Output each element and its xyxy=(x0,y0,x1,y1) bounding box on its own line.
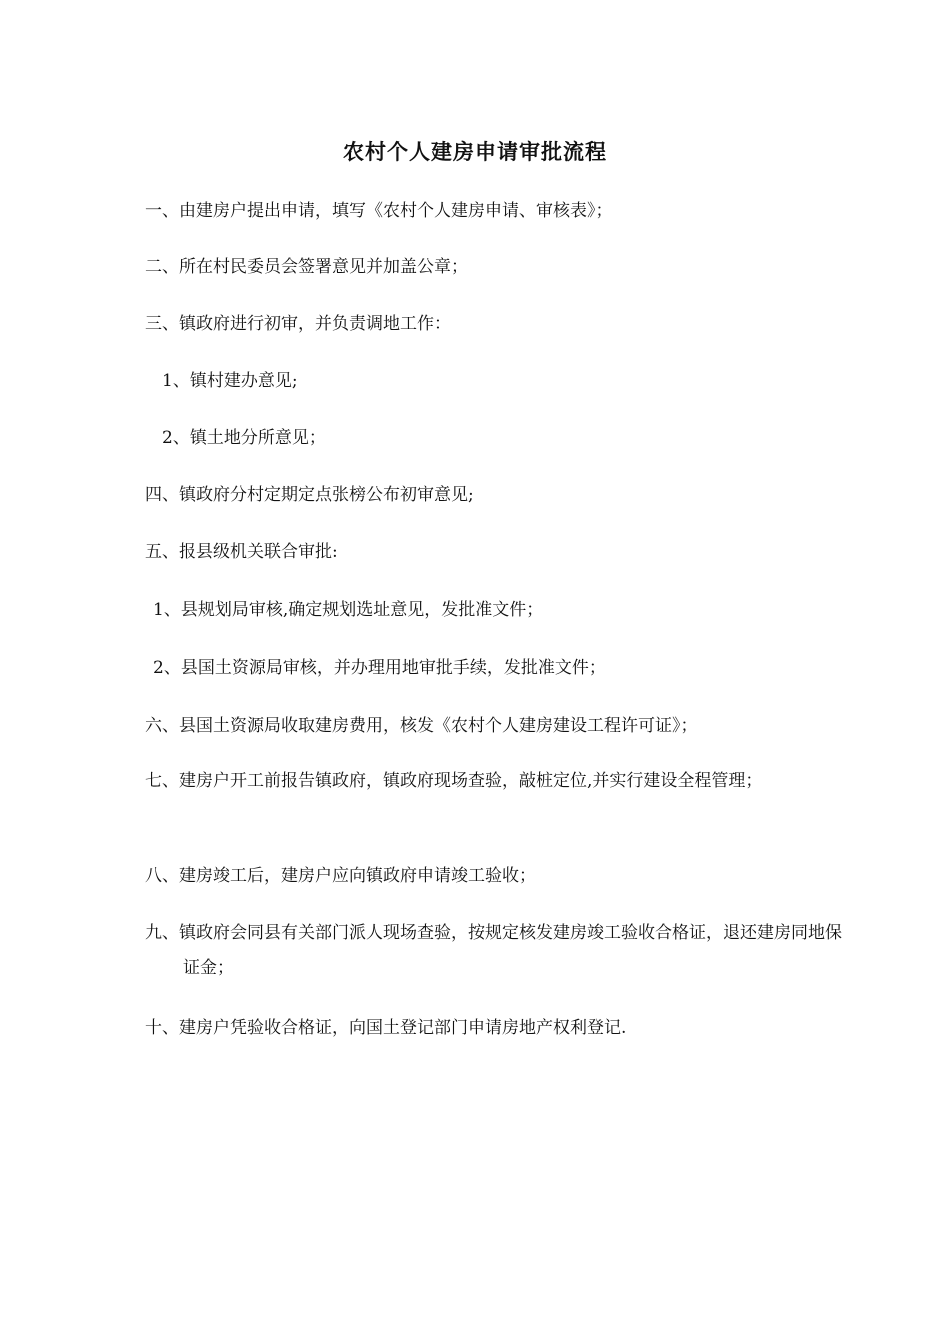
step-5: 五、报县级机关联合审批: xyxy=(145,542,338,562)
step-10: 十、建房户凭验收合格证，向国土登记部门申请房地产权利登记. xyxy=(145,1018,627,1038)
step-1: 一、由建房户提出申请，填写《农村个人建房申请、审核表》； xyxy=(145,201,613,221)
step-3-sub-1: 1、镇村建办意见; xyxy=(162,371,298,391)
step-5-sub-2: 2、县国土资源局审核，并办理用地审批手续，发批准文件； xyxy=(153,658,606,678)
step-9: 九、镇政府会同县有关部门派人现场查验，按规定核发建房竣工验收合格证，退还建房同地保证金； xyxy=(145,923,842,978)
step-7: 七、建房户开工前报告镇政府，镇政府现场查验，敲桩定位,并实行建设全程管理； xyxy=(145,771,763,791)
step-4: 四、镇政府分村定期定点张榜公布初审意见; xyxy=(145,485,474,505)
document-title: 农村个人建房申请审批流程 xyxy=(343,139,607,164)
step-5-sub-1: 1、县规划局审核,确定规划选址意见，发批准文件； xyxy=(153,600,544,620)
step-8: 八、建房竣工后，建房户应向镇政府申请竣工验收； xyxy=(145,866,536,886)
step-3-sub-2: 2、镇土地分所意见； xyxy=(162,428,326,448)
step-2: 二、所在村民委员会签署意见并加盖公章； xyxy=(145,257,468,277)
step-6: 六、县国土资源局收取建房费用，核发《农村个人建房建设工程许可证》； xyxy=(145,716,698,736)
step-3: 三、镇政府进行初审，并负责调地工作： xyxy=(145,314,451,334)
